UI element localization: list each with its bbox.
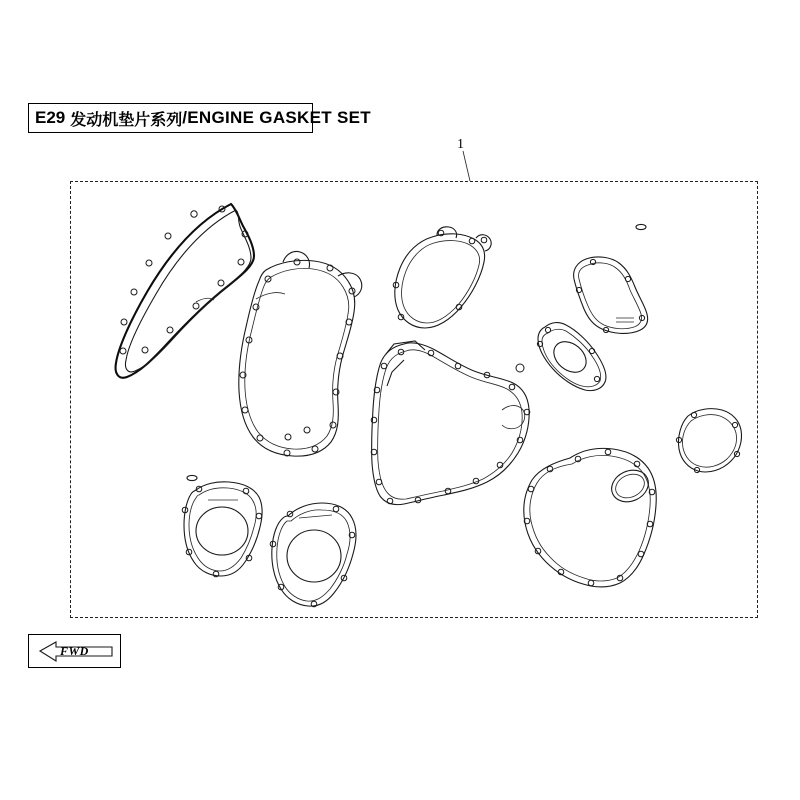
fwd-label: FWD: [60, 644, 89, 658]
section-title-english: /ENGINE GASKET SET: [182, 108, 371, 127]
section-code: E29: [35, 108, 66, 127]
page-title: [28, 103, 371, 133]
diagram-frame: [70, 181, 758, 618]
section-title-chinese: 发动机垫片系列: [70, 111, 183, 129]
callout-1-label: 1: [457, 137, 464, 152]
callout-leader-line: [463, 151, 470, 181]
